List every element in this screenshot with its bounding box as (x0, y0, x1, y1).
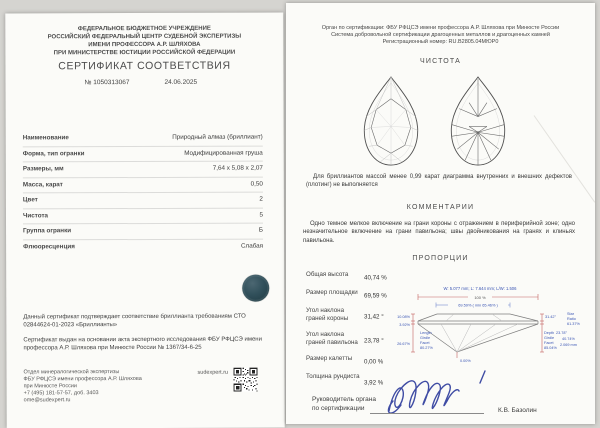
contact-footer (24, 369, 142, 404)
total-width-label: 100 % (474, 294, 486, 300)
attr-label: Цвет (22, 196, 38, 204)
signatory-name: К.В. Базолин (498, 407, 537, 414)
length-girdle-facet-value: 80.27% (420, 346, 433, 350)
comments-heading: КОММЕНТАРИИ (406, 204, 475, 211)
table-row (23, 238, 263, 254)
footer-line: +7 (495) 181-57-57, доб. 3403 (23, 390, 99, 397)
clarity-heading: ЧИСТОТА (419, 58, 462, 65)
attr-value: Б (258, 226, 264, 234)
attr-label: Чистота (22, 212, 49, 220)
role-line: по сертификации (312, 405, 365, 412)
depth-girdle-facet-label: Facet (544, 341, 554, 345)
prop-label: Размер калетты (306, 355, 353, 362)
star-ratio-label: Star (567, 312, 574, 316)
qr-code (234, 368, 258, 392)
attr-value: 7,64 x 5,08 x 2,07 (212, 164, 263, 173)
crown-view-diagram (356, 75, 426, 168)
issuer-line: ИМЕНИ ПРОФЕССОРА А.Р. ШЛЯХОВА (88, 41, 201, 49)
prop-label: Размер площадки (306, 289, 358, 296)
certificate-number: № 1050313067 (84, 79, 130, 87)
certificate-date: 24.06.2025 (164, 78, 198, 86)
signature-line (370, 412, 484, 414)
footer-line: Отдел минералогической экспертизы (23, 369, 120, 376)
length-girdle-facet-label: Facet (420, 341, 430, 345)
issuer-header (15, 25, 273, 58)
attr-label: Флюоресценция (23, 242, 75, 251)
attr-label: Масса, карат (22, 181, 63, 189)
table-width-label: 69.59% ( min 65.46% ) (458, 302, 498, 308)
length-girdle-facet-label: Length (420, 331, 432, 335)
attr-label: Группа огранки (23, 227, 72, 235)
cert-body-line: Орган по сертификации: ФБУ РФЦСЭ имени профессора А.Р. Шляхова при Минюсте России (321, 25, 560, 31)
attr-value: Природный алмаз (бриллиант) (172, 133, 263, 142)
footer-line: при Минюсте России (23, 383, 77, 390)
comments-text: Одно темное мелкое включение на грани короны с отражением в периферийной зоне; одно незначительное включение на грани павильона; швы двойникования на гранях и клиньях павильона. (303, 221, 575, 244)
crown-angle-label: 31.42° (545, 315, 557, 319)
pavilion-view-diagram (443, 75, 513, 168)
footer-email: ome@sudexpert.ru (23, 397, 71, 404)
proportions-heading: ПРОПОРЦИИ (412, 255, 469, 262)
prop-value: 31,42 ° (364, 313, 384, 321)
holographic-seal (242, 275, 269, 302)
attr-label: Форма, тип огранки (22, 149, 85, 158)
cert-body-header (298, 25, 583, 46)
issuer-line: ФЕДЕРАЛЬНОЕ БЮДЖЕТНОЕ УЧРЕЖДЕНИЕ (77, 25, 211, 33)
basis-statement: Сертификат выдан на основании акта экспертного исследования ФБУ РФЦСЭ имени профессора А.Р. Шляхова при Минюсте России № 1367/34-6-25 (23, 336, 262, 352)
registration-number: Регистрационный номер: RU.В2805.04МЮР0 (382, 39, 499, 45)
length-girdle-facet-label: Girdle (420, 336, 431, 340)
footer-line: ФБУ РФЦСЭ имени профессора А.Р. Шляхова (23, 376, 142, 383)
conformity-statement: Данный сертификат подтверждает соответствие бриллианта требованиям СТО 02844624-01-2023 «Бриллианты» (23, 313, 246, 329)
total-depth-mm-label: 2.069 mm (560, 343, 577, 347)
issuer-line: РОССИЙСКИЙ ФЕДЕРАЛЬНЫЙ ЦЕНТР СУДЕБНОЙ ЭКСПЕРТИЗЫ (47, 33, 242, 41)
prop-label: Угол наклона граней павильона (306, 331, 358, 346)
prop-label: Толщина рундиста (306, 373, 360, 380)
signatory-role (312, 395, 376, 413)
depth-girdle-facet-value: 85.04% (544, 346, 557, 350)
attr-value: Модифицированная груша (184, 149, 263, 157)
attr-value: 0,50 (250, 180, 263, 188)
certificate-left-page (5, 13, 284, 428)
dimensions-label: W: 5.077 mm; L: 7.644 mm; L/W: 1.506 (443, 286, 517, 291)
handwritten-signature (381, 361, 506, 419)
star-ratio-label: Ratio (567, 317, 576, 321)
role-line: Руководитель органа (312, 396, 376, 403)
pavilion-angle-label: 23.78° (556, 331, 568, 335)
depth-girdle-facet-label: Girdle (544, 336, 555, 340)
girdle-thickness-label: 3.92% (399, 323, 410, 327)
plotting-note: Для бриллиантов массой менее 0,99 карат диаграмма внутренних и внешних дефектов (плотинг) не выполняется (306, 174, 572, 189)
certificate-title: СЕРТИФИКАТ СООТВЕТСТВИЯ (58, 59, 231, 73)
issuer-line: ПРИ МИНИСТЕРСТВЕ ЮСТИЦИИ РОССИЙСКОЙ ФЕДЕРАЦИИ (53, 49, 236, 57)
website-label: sudexpert.ru (197, 369, 229, 376)
prop-label: Общая высота (306, 271, 349, 278)
prop-value: 0,00 % (364, 358, 384, 366)
crown-height-label: 10.08% (397, 315, 410, 319)
pavilion-depth-label: 26.67% (397, 342, 410, 346)
prop-value: 40,74 % (364, 274, 387, 282)
prop-value: 23,78 ° (364, 337, 384, 345)
depth-girdle-facet-label: Depth (544, 331, 555, 335)
cert-body-line: Система добровольной сертификации драгоценных металлов и драгоценных камней (331, 32, 550, 38)
attr-label: Размеры, мм (22, 165, 64, 173)
attr-value: 2 (259, 195, 263, 203)
prop-value: 3,92 % (364, 379, 384, 387)
star-ratio-value: 61.37% (567, 322, 580, 326)
prop-label: Угол наклона граней короны (306, 307, 349, 322)
attr-value: 5 (259, 211, 263, 219)
attr-value: Слабая (240, 242, 264, 250)
proportions-profile-diagram (396, 281, 592, 367)
culet-label: 0.00% (460, 359, 471, 363)
total-depth-pct-label: 40.74% (562, 337, 575, 341)
attr-label: Наименование (22, 134, 69, 142)
certificate-right-page (286, 3, 595, 424)
prop-value: 69,59 % (364, 292, 387, 300)
